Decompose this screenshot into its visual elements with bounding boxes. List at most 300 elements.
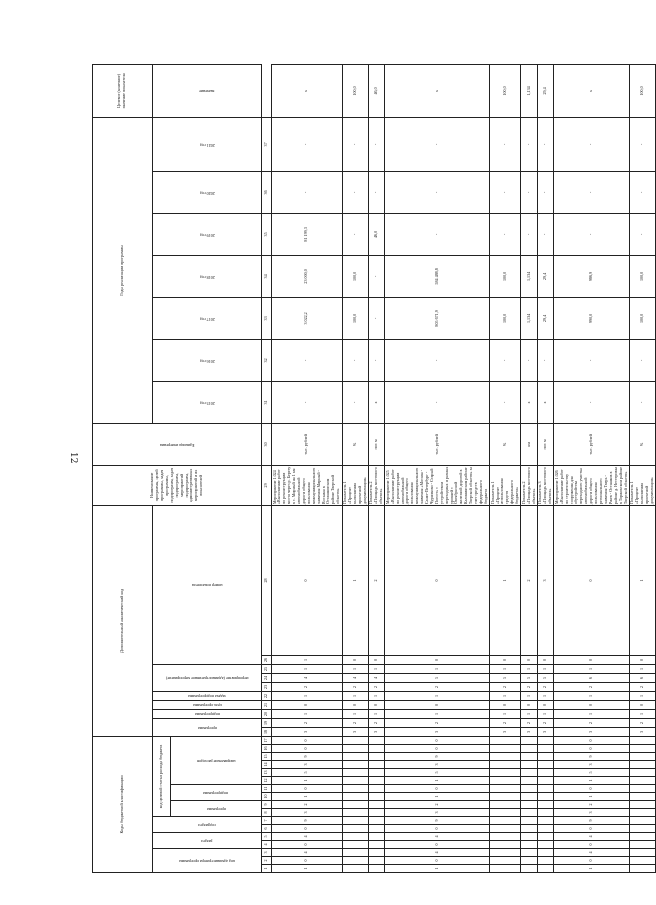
budget-code-cell bbox=[521, 857, 538, 865]
col-number: 35 bbox=[262, 213, 272, 255]
budget-code-cell bbox=[521, 801, 538, 809]
col-number: 7 bbox=[262, 817, 272, 825]
year-2021-header: 2021 год bbox=[152, 117, 262, 171]
budget-code-cell bbox=[342, 865, 368, 873]
years-group-header: Годы реализации программы bbox=[93, 117, 153, 423]
analytic-code-cell: 2 bbox=[490, 682, 521, 691]
table-body bbox=[272, 65, 656, 873]
budget-code-cell bbox=[490, 801, 521, 809]
analytic-code-cell: 1 bbox=[537, 691, 554, 700]
budget-code-cell bbox=[342, 761, 368, 769]
budget-code-cell bbox=[629, 809, 655, 817]
col-number: 32 bbox=[262, 339, 272, 381]
budget-code-cell bbox=[521, 761, 538, 769]
analytic-code-cell: 1 bbox=[272, 664, 342, 673]
budget-code-cell bbox=[490, 793, 521, 801]
budget-code-cell: 0 bbox=[554, 841, 629, 849]
analytic-code-cell: 1 bbox=[521, 691, 538, 700]
budget-code-cell bbox=[490, 817, 521, 825]
analytic-code-cell: 1 bbox=[272, 691, 342, 700]
budget-code-cell bbox=[521, 769, 538, 777]
budget-code-cell bbox=[368, 761, 385, 769]
admin-code-header: код администратора программы bbox=[152, 849, 262, 873]
budget-code-cell: 4 bbox=[385, 849, 490, 857]
analytic-code-cell: 3 bbox=[629, 727, 655, 736]
year-value-cell: - bbox=[554, 213, 629, 255]
budget-code-cell bbox=[490, 865, 521, 873]
year-value-cell: 584 488,8 bbox=[385, 255, 490, 297]
year-value-cell: х bbox=[521, 381, 538, 423]
col-number: 22 bbox=[262, 691, 272, 700]
analytic-code-cell: 0 bbox=[272, 505, 342, 655]
year-value-cell: - bbox=[342, 381, 368, 423]
table-row bbox=[521, 65, 538, 873]
year-value-cell: 100,0 bbox=[342, 255, 368, 297]
analytic-code-cell: 0 bbox=[554, 700, 629, 709]
budget-code-cell bbox=[490, 736, 521, 744]
analytic-code-cell: 3 bbox=[537, 505, 554, 655]
budget-code-cell bbox=[368, 793, 385, 801]
budget-code-cell: 1 bbox=[385, 777, 490, 785]
col-number: 31 bbox=[262, 381, 272, 423]
budget-code-cell: 0 bbox=[272, 857, 342, 865]
budget-code-cell bbox=[521, 793, 538, 801]
col-number: 9 bbox=[262, 801, 272, 809]
budget-code-cell bbox=[521, 785, 538, 793]
col-number: 6 bbox=[262, 825, 272, 833]
budget-code-cell bbox=[629, 736, 655, 744]
year-value-cell: - bbox=[385, 171, 490, 213]
year-value-cell: - bbox=[537, 171, 554, 213]
budget-code-cell: 1 bbox=[554, 793, 629, 801]
budget-code-cell bbox=[342, 801, 368, 809]
analytic-code-cell: 1 bbox=[537, 664, 554, 673]
budget-code-cell bbox=[342, 841, 368, 849]
analytic-code-cell: 2 bbox=[272, 682, 342, 691]
budget-code-cell bbox=[368, 841, 385, 849]
subsection-header: подраздел bbox=[152, 817, 262, 833]
budget-code-cell bbox=[629, 793, 655, 801]
budget-code-cell: 3 bbox=[272, 761, 342, 769]
year-value-cell: - bbox=[272, 171, 342, 213]
table-row bbox=[385, 65, 490, 873]
analytic-code-cell: 2 bbox=[272, 718, 342, 727]
analytic-code-cell: 0 bbox=[385, 655, 490, 664]
budget-code-cell bbox=[342, 857, 368, 865]
analytic-code-cell: 2 bbox=[385, 718, 490, 727]
year-value-cell: - bbox=[521, 339, 538, 381]
col-number: 4 bbox=[262, 841, 272, 849]
budget-code-cell: 1 bbox=[385, 865, 490, 873]
analytic-code-cell: 0 bbox=[272, 700, 342, 709]
budget-code-cell bbox=[629, 777, 655, 785]
budget-code-cell bbox=[629, 857, 655, 865]
col-number: 18 bbox=[262, 727, 272, 736]
year-value-cell: 100,0 bbox=[342, 297, 368, 339]
column-numbers-row bbox=[262, 65, 272, 873]
year-value-cell: 100,0 bbox=[629, 297, 655, 339]
target-value-cell: х bbox=[554, 65, 629, 118]
year-value-cell: - bbox=[629, 213, 655, 255]
year-value-cell: 986,9 bbox=[554, 255, 629, 297]
analytic-code-cell: 2 bbox=[490, 718, 521, 727]
analytic-code-cell: 1 bbox=[629, 664, 655, 673]
analytic-code-cell: 1 bbox=[554, 664, 629, 673]
budget-code-cell bbox=[342, 817, 368, 825]
target-group-header: Целевое (конечное) значение показателя bbox=[93, 65, 153, 118]
budget-code-cell bbox=[342, 745, 368, 753]
rotated-sheet bbox=[92, 64, 654, 873]
budget-code-cell: 1 bbox=[554, 777, 629, 785]
budget-code-cell bbox=[537, 753, 554, 761]
budget-code-cell: 0 bbox=[272, 736, 342, 744]
year-value-cell: 81 199,3 bbox=[272, 213, 342, 255]
analytic-code-cell: 1 bbox=[537, 709, 554, 718]
col-number: 33 bbox=[262, 297, 272, 339]
analytic-code-cell: 4 bbox=[272, 673, 342, 682]
budget-code-cell: 9 bbox=[385, 753, 490, 761]
year-value-cell: - bbox=[490, 339, 521, 381]
budget-code-cell bbox=[537, 849, 554, 857]
budget-code-cell bbox=[629, 833, 655, 841]
year-value-cell: - bbox=[385, 213, 490, 255]
analytic-code-cell: 2 bbox=[521, 505, 538, 655]
item-name-cell: Мероприятие 1.026 «Выполнение работ по строительству сооружения для обустройства переходного участка автомобильной дороги общего пользования регионального значения Тверь - Ржев - Осташков в районе д. Нестеровка в Торжокском районе Тверской области» bbox=[553, 466, 628, 505]
year-value-cell: - bbox=[342, 339, 368, 381]
budget-code-cell bbox=[490, 777, 521, 785]
budget-code-cell: 0 bbox=[554, 825, 629, 833]
analytic-code-cell: 2 bbox=[521, 682, 538, 691]
analytic-code-cell: 3 bbox=[521, 727, 538, 736]
analytic-code-cell: 4 bbox=[368, 673, 385, 682]
year-value-cell: - bbox=[490, 117, 521, 171]
budget-code-cell bbox=[342, 769, 368, 777]
section-header: раздел bbox=[152, 833, 262, 849]
analytic-code-cell: 3 bbox=[368, 727, 385, 736]
item-name-cell: Мероприятие 1.025 «Выполнение работ по реконструкции автомобильной дороги общего пользования межмуниципального значения «Москва - Санкт-Петербург - Чурилково - Старый Погост» с устройством переходных и разных уровней с Октябрьской железной дорогой в Калининском районе Тверской области» за счет средств федерального бюджета bbox=[384, 466, 488, 505]
budget-code-cell: 1 bbox=[272, 865, 342, 873]
analytic-code-cell: 1 bbox=[521, 664, 538, 673]
budget-code-cell: 3 bbox=[554, 809, 629, 817]
analytic-code-cell: 5 bbox=[490, 673, 521, 682]
year-value-cell: - bbox=[272, 381, 342, 423]
year-value-cell: - bbox=[521, 171, 538, 213]
budget-code-cell bbox=[521, 817, 538, 825]
budget-code-cell bbox=[342, 825, 368, 833]
table-row bbox=[490, 65, 521, 873]
analytic-code-cell: 2 bbox=[629, 718, 655, 727]
budget-code-cell: 0 bbox=[385, 857, 490, 865]
indicator-number-header: номер показателя bbox=[152, 505, 262, 664]
col-number: 36 bbox=[262, 171, 272, 213]
budget-code-cell bbox=[537, 865, 554, 873]
col-number: 29 bbox=[262, 465, 272, 505]
year-value-cell: - bbox=[521, 117, 538, 171]
year-value-cell: - bbox=[554, 381, 629, 423]
target-value-cell: 29,4 bbox=[537, 65, 554, 118]
year-value-cell: - bbox=[385, 339, 490, 381]
table-row bbox=[554, 65, 629, 873]
col-number: 30 bbox=[262, 423, 272, 465]
budget-code-cell bbox=[629, 849, 655, 857]
analytic-code-cell: 1 bbox=[629, 505, 655, 655]
budget-code-cell: 0 bbox=[385, 825, 490, 833]
analytic-code-cell: 1 bbox=[490, 691, 521, 700]
analytic-code-cell: 1 bbox=[554, 709, 629, 718]
activity-header: мероприятие (административное мероприятие) bbox=[152, 664, 262, 691]
budget-code-cell: 9 bbox=[554, 753, 629, 761]
analytic-code-cell: 1 bbox=[385, 664, 490, 673]
budget-code-cell bbox=[368, 857, 385, 865]
year-value-cell: - bbox=[537, 117, 554, 171]
budget-code-cell bbox=[490, 825, 521, 833]
budget-code-cell: 5 bbox=[272, 769, 342, 777]
year-value-cell: - bbox=[537, 339, 554, 381]
year-2018-header: 2018 год bbox=[152, 255, 262, 297]
budget-code-cell bbox=[629, 761, 655, 769]
analytic-code-cell: 5 bbox=[385, 673, 490, 682]
budget-code-cell: 0 bbox=[385, 841, 490, 849]
year-value-cell: - bbox=[368, 339, 385, 381]
table-row bbox=[342, 65, 368, 873]
budget-code-cell bbox=[521, 849, 538, 857]
analytic-code-cell: 1 bbox=[385, 691, 490, 700]
target-value-cell: 1,134 bbox=[521, 65, 538, 118]
analytic-code-cell: 6 bbox=[629, 673, 655, 682]
year-value-cell: - bbox=[490, 213, 521, 255]
col-number: 12 bbox=[262, 777, 272, 785]
year-value-cell: 805 671,9 bbox=[385, 297, 490, 339]
budget-code-cell: 5 bbox=[554, 769, 629, 777]
col-number: 24 bbox=[262, 673, 272, 682]
value-header: значение bbox=[152, 65, 262, 118]
col-number: 2 bbox=[262, 857, 272, 865]
budget-code-cell: 9 bbox=[385, 817, 490, 825]
unit-cell: тыс. рублей bbox=[385, 423, 490, 465]
year-value-cell: - bbox=[368, 255, 385, 297]
unit-cell: % bbox=[629, 423, 655, 465]
year-value-cell: - bbox=[368, 117, 385, 171]
analytic-code-cell: 0 bbox=[368, 700, 385, 709]
target-value-cell: х bbox=[385, 65, 490, 118]
year-value-cell: 29,4 bbox=[537, 255, 554, 297]
budget-code-cell: 3 bbox=[272, 809, 342, 817]
analytic-code-cell: 2 bbox=[554, 682, 629, 691]
col-number: 5 bbox=[262, 833, 272, 841]
analytic-code-cell: 1 bbox=[629, 709, 655, 718]
col-number: 16 bbox=[262, 745, 272, 753]
year-value-cell: - bbox=[629, 171, 655, 213]
year-value-cell: 29,4 bbox=[537, 297, 554, 339]
col-number: 28 bbox=[262, 505, 272, 655]
analytic-code-cell: 1 bbox=[368, 691, 385, 700]
budget-code-cell: 0 bbox=[272, 841, 342, 849]
col-number: 25 bbox=[262, 664, 272, 673]
budget-code-cell: 0 bbox=[272, 785, 342, 793]
year-value-cell: - bbox=[629, 117, 655, 171]
analytic-code-cell: 0 bbox=[342, 655, 368, 664]
col-number: 34 bbox=[262, 255, 272, 297]
budget-code-cell: 0 bbox=[554, 736, 629, 744]
col-number: 1 bbox=[262, 865, 272, 873]
budget-code-cell bbox=[537, 777, 554, 785]
analytic-code-cell: 0 bbox=[342, 700, 368, 709]
analytic-code-cell: 2 bbox=[342, 718, 368, 727]
budget-code-cell bbox=[368, 825, 385, 833]
budget-code-cell: 4 bbox=[272, 849, 342, 857]
budget-code-cell bbox=[342, 736, 368, 744]
budget-code-cell bbox=[490, 849, 521, 857]
analytic-code-cell: 3 bbox=[554, 727, 629, 736]
analytic-code-cell: 3 bbox=[537, 727, 554, 736]
budget-code-cell bbox=[521, 865, 538, 873]
budget-code-cell bbox=[537, 801, 554, 809]
year-value-cell: - bbox=[490, 381, 521, 423]
unit-cell: пог. м bbox=[537, 423, 554, 465]
subprogram-code-header: подпрограмма bbox=[152, 709, 262, 718]
item-name-cell: Показатель 2 «Площадь мостового объекта» bbox=[368, 467, 384, 505]
budget-code-cell bbox=[368, 745, 385, 753]
year-value-cell: - bbox=[342, 171, 368, 213]
budget-code-cell: 1 bbox=[554, 865, 629, 873]
budget-code-cell bbox=[537, 785, 554, 793]
budget-code-cell: 0 bbox=[272, 825, 342, 833]
year-value-cell: 1,134 bbox=[521, 297, 538, 339]
budget-code-cell bbox=[629, 841, 655, 849]
budget-code-cell: 1 bbox=[272, 777, 342, 785]
budget-code-cell bbox=[629, 865, 655, 873]
analytic-code-cell: 2 bbox=[368, 682, 385, 691]
col-number: 17 bbox=[262, 736, 272, 744]
budget-code-cell bbox=[537, 841, 554, 849]
budget-code-cell: 3 bbox=[385, 809, 490, 817]
budget-code-cell bbox=[368, 809, 385, 817]
analytic-code-cell: 1 bbox=[490, 709, 521, 718]
year-2016-header: 2016 год bbox=[152, 339, 262, 381]
table-row bbox=[368, 65, 385, 873]
analytic-code-cell: 1 bbox=[554, 691, 629, 700]
budget-code-cell bbox=[368, 833, 385, 841]
item-name-cell: Показатель 1 «Процент использования средств федерального бюджета» bbox=[490, 465, 521, 505]
analytic-code-cell: 1 bbox=[272, 709, 342, 718]
unit-cell: пог. м bbox=[368, 423, 385, 465]
analytic-code-cell: 1 bbox=[342, 664, 368, 673]
year-value-cell: - bbox=[490, 171, 521, 213]
analytic-code-cell: 2 bbox=[342, 682, 368, 691]
item-name-cell: Мероприятие 1.024 «Выполнение работ по реконструкции моста через р. Березу в с. Мирный на 1 км автомобильной дороги общего пользования межмуниципального значения Мирный - Восьмая в Осташковском районе Тверской области» bbox=[271, 466, 341, 505]
year-value-cell: 46,0 bbox=[368, 213, 385, 255]
budget-code-cell: 0 bbox=[554, 745, 629, 753]
year-value-cell: 1,134 bbox=[521, 255, 538, 297]
unit-cell: тыс. рублей bbox=[554, 423, 629, 465]
unit-cell: км bbox=[521, 423, 538, 465]
analytic-code-cell: 3 bbox=[490, 727, 521, 736]
budget-code-cell: 4 bbox=[272, 833, 342, 841]
item-name-cell: Показатель 2 «Площадь мостового объекта» bbox=[520, 467, 536, 505]
budget-code-cell bbox=[537, 761, 554, 769]
budget-code-cell: 3 bbox=[385, 761, 490, 769]
budget-code-cell bbox=[490, 745, 521, 753]
budget-code-cell bbox=[629, 785, 655, 793]
budget-code-cell bbox=[521, 745, 538, 753]
budget-code-cell: 9 bbox=[554, 817, 629, 825]
year-value-cell: 23 000,0 bbox=[272, 255, 342, 297]
budget-code-cell bbox=[629, 817, 655, 825]
budget-code-cell: 1 bbox=[272, 793, 342, 801]
budget-code-cell: 2 bbox=[385, 801, 490, 809]
unit-cell: % bbox=[490, 423, 521, 465]
analytic-code-cell: 0 bbox=[521, 655, 538, 664]
col-number: 11 bbox=[262, 785, 272, 793]
budget-code-cell bbox=[368, 753, 385, 761]
col-number: 15 bbox=[262, 753, 272, 761]
budget-code-cell: 4 bbox=[554, 849, 629, 857]
analytic-code-cell: 0 bbox=[537, 700, 554, 709]
budget-code-cell bbox=[521, 825, 538, 833]
budget-code-cell bbox=[490, 753, 521, 761]
year-value-cell: х bbox=[537, 381, 554, 423]
year-value-cell: - bbox=[368, 171, 385, 213]
budget-code-cell bbox=[368, 865, 385, 873]
analytic-code-cell: 0 bbox=[368, 655, 385, 664]
budget-code-cell bbox=[537, 809, 554, 817]
analytic-code-cell: 0 bbox=[490, 655, 521, 664]
col-number: 23 bbox=[262, 682, 272, 691]
year-value-cell: - bbox=[272, 117, 342, 171]
budget-code-cell: 0 bbox=[385, 736, 490, 744]
year-value-cell: - bbox=[368, 297, 385, 339]
target-value-cell: 100,0 bbox=[342, 65, 368, 118]
budget-code-cell bbox=[368, 777, 385, 785]
analytic-code-cell: 2 bbox=[554, 718, 629, 727]
analytic-code-cell: 2 bbox=[629, 682, 655, 691]
budget-code-cell: 0 bbox=[554, 857, 629, 865]
year-value-cell: - bbox=[629, 381, 655, 423]
year-value-cell: - bbox=[272, 339, 342, 381]
table-row bbox=[629, 65, 655, 873]
analytic-code-cell: 5 bbox=[537, 673, 554, 682]
analytic-code-cell: 1 bbox=[342, 505, 368, 655]
budget-code-cell: 9 bbox=[272, 753, 342, 761]
col-number: 14 bbox=[262, 761, 272, 769]
target-value-cell: х bbox=[272, 65, 342, 118]
year-value-cell: 3 022,2 bbox=[272, 297, 342, 339]
budget-code-cell bbox=[342, 785, 368, 793]
year-value-cell: - bbox=[537, 213, 554, 255]
budget-code-cell bbox=[490, 761, 521, 769]
analytic-code-cell: 4 bbox=[342, 673, 368, 682]
year-2017-header: 2017 год bbox=[152, 297, 262, 339]
year-value-cell: - bbox=[521, 213, 538, 255]
subprogram-task-header: задача подпрограммы bbox=[152, 691, 262, 700]
budget-code-cell: 1 bbox=[385, 793, 490, 801]
year-value-cell: - bbox=[554, 171, 629, 213]
budget-code-cell bbox=[537, 817, 554, 825]
year-value-cell: - bbox=[385, 117, 490, 171]
budget-code-cell bbox=[342, 833, 368, 841]
col-number: 21 bbox=[262, 700, 272, 709]
table-row bbox=[272, 65, 342, 873]
budget-code-cell bbox=[537, 736, 554, 744]
budget-code-cell bbox=[537, 833, 554, 841]
col-number: 20 bbox=[262, 709, 272, 718]
analytic-code-cell: 6 bbox=[554, 673, 629, 682]
budget-code-cell bbox=[629, 801, 655, 809]
col-number: 3 bbox=[262, 849, 272, 857]
budget-code-cell bbox=[342, 849, 368, 857]
analytic-code-cell: 0 bbox=[537, 655, 554, 664]
analytic-code-cell: 0 bbox=[521, 700, 538, 709]
